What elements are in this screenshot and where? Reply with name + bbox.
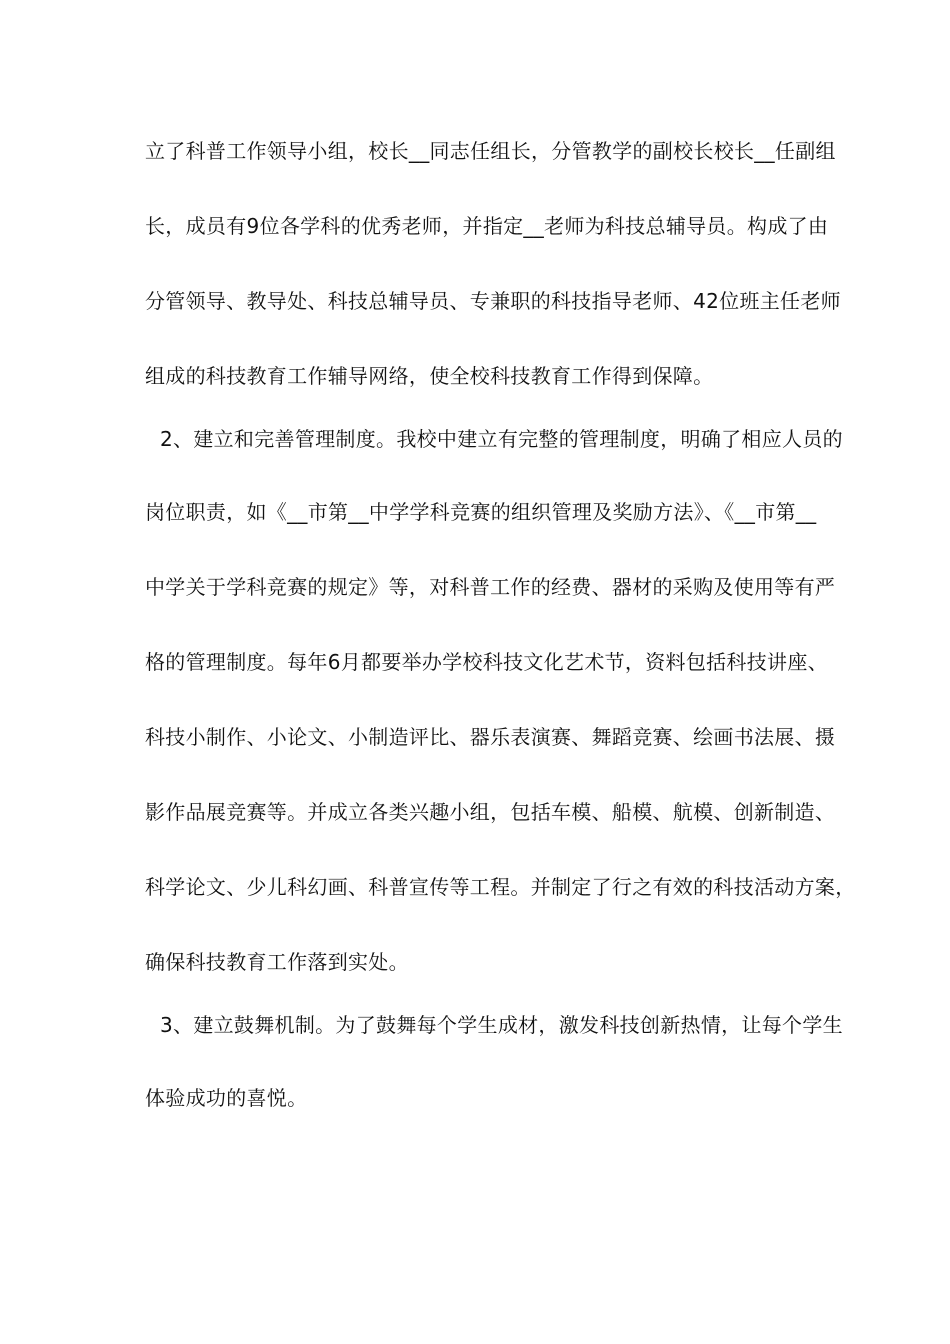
paragraph-line: 格的管理制度。每年6月都要举办学校科技文化艺术节，资料包括科技讲座、 <box>145 650 828 674</box>
paragraph-line: 岗位职责，如《__市第__中学学科竞赛的组织管理及奖励方法》、《__市第__ <box>145 500 817 524</box>
paragraph-line: 2、建立和完善管理制度。我校中建立有完整的管理制度，明确了相应人员的 <box>160 427 843 451</box>
paragraph-line: 长，成员有9位各学科的优秀老师，并指定__老师为科技总辅导员。构成了由 <box>145 214 829 238</box>
paragraph-line: 科技小制作、小论文、小制造评比、器乐表演赛、舞蹈竞赛、绘画书法展、摄 <box>145 725 836 749</box>
paragraph-line: 3、建立鼓舞机制。为了鼓舞每个学生成材，激发科技创新热情，让每个学生 <box>160 1013 843 1037</box>
paragraph-line: 组成的科技教育工作辅导网络，使全校科技教育工作得到保障。 <box>145 364 714 388</box>
paragraph-line: 分管领导、教导处、科技总辅导员、专兼职的科技指导老师、42位班主任老师 <box>145 289 841 313</box>
paragraph-line: 中学关于学科竞赛的规定》等，对科普工作的经费、器材的采购及使用等有严 <box>145 575 836 599</box>
paragraph-line: 立了科普工作领导小组，校长__同志任组长，分管教学的副校长校长__任副组 <box>145 139 836 163</box>
paragraph-line: 确保科技教育工作落到实处。 <box>145 950 409 974</box>
paragraph-line: 体验成功的喜悦。 <box>145 1086 308 1110</box>
paragraph-line: 科学论文、少儿科幻画、科普宣传等工程。并制定了行之有效的科技活动方案， <box>145 875 856 899</box>
paragraph-line: 影作品展竞赛等。并成立各类兴趣小组，包括车模、船模、航模、创新制造、 <box>145 800 836 824</box>
